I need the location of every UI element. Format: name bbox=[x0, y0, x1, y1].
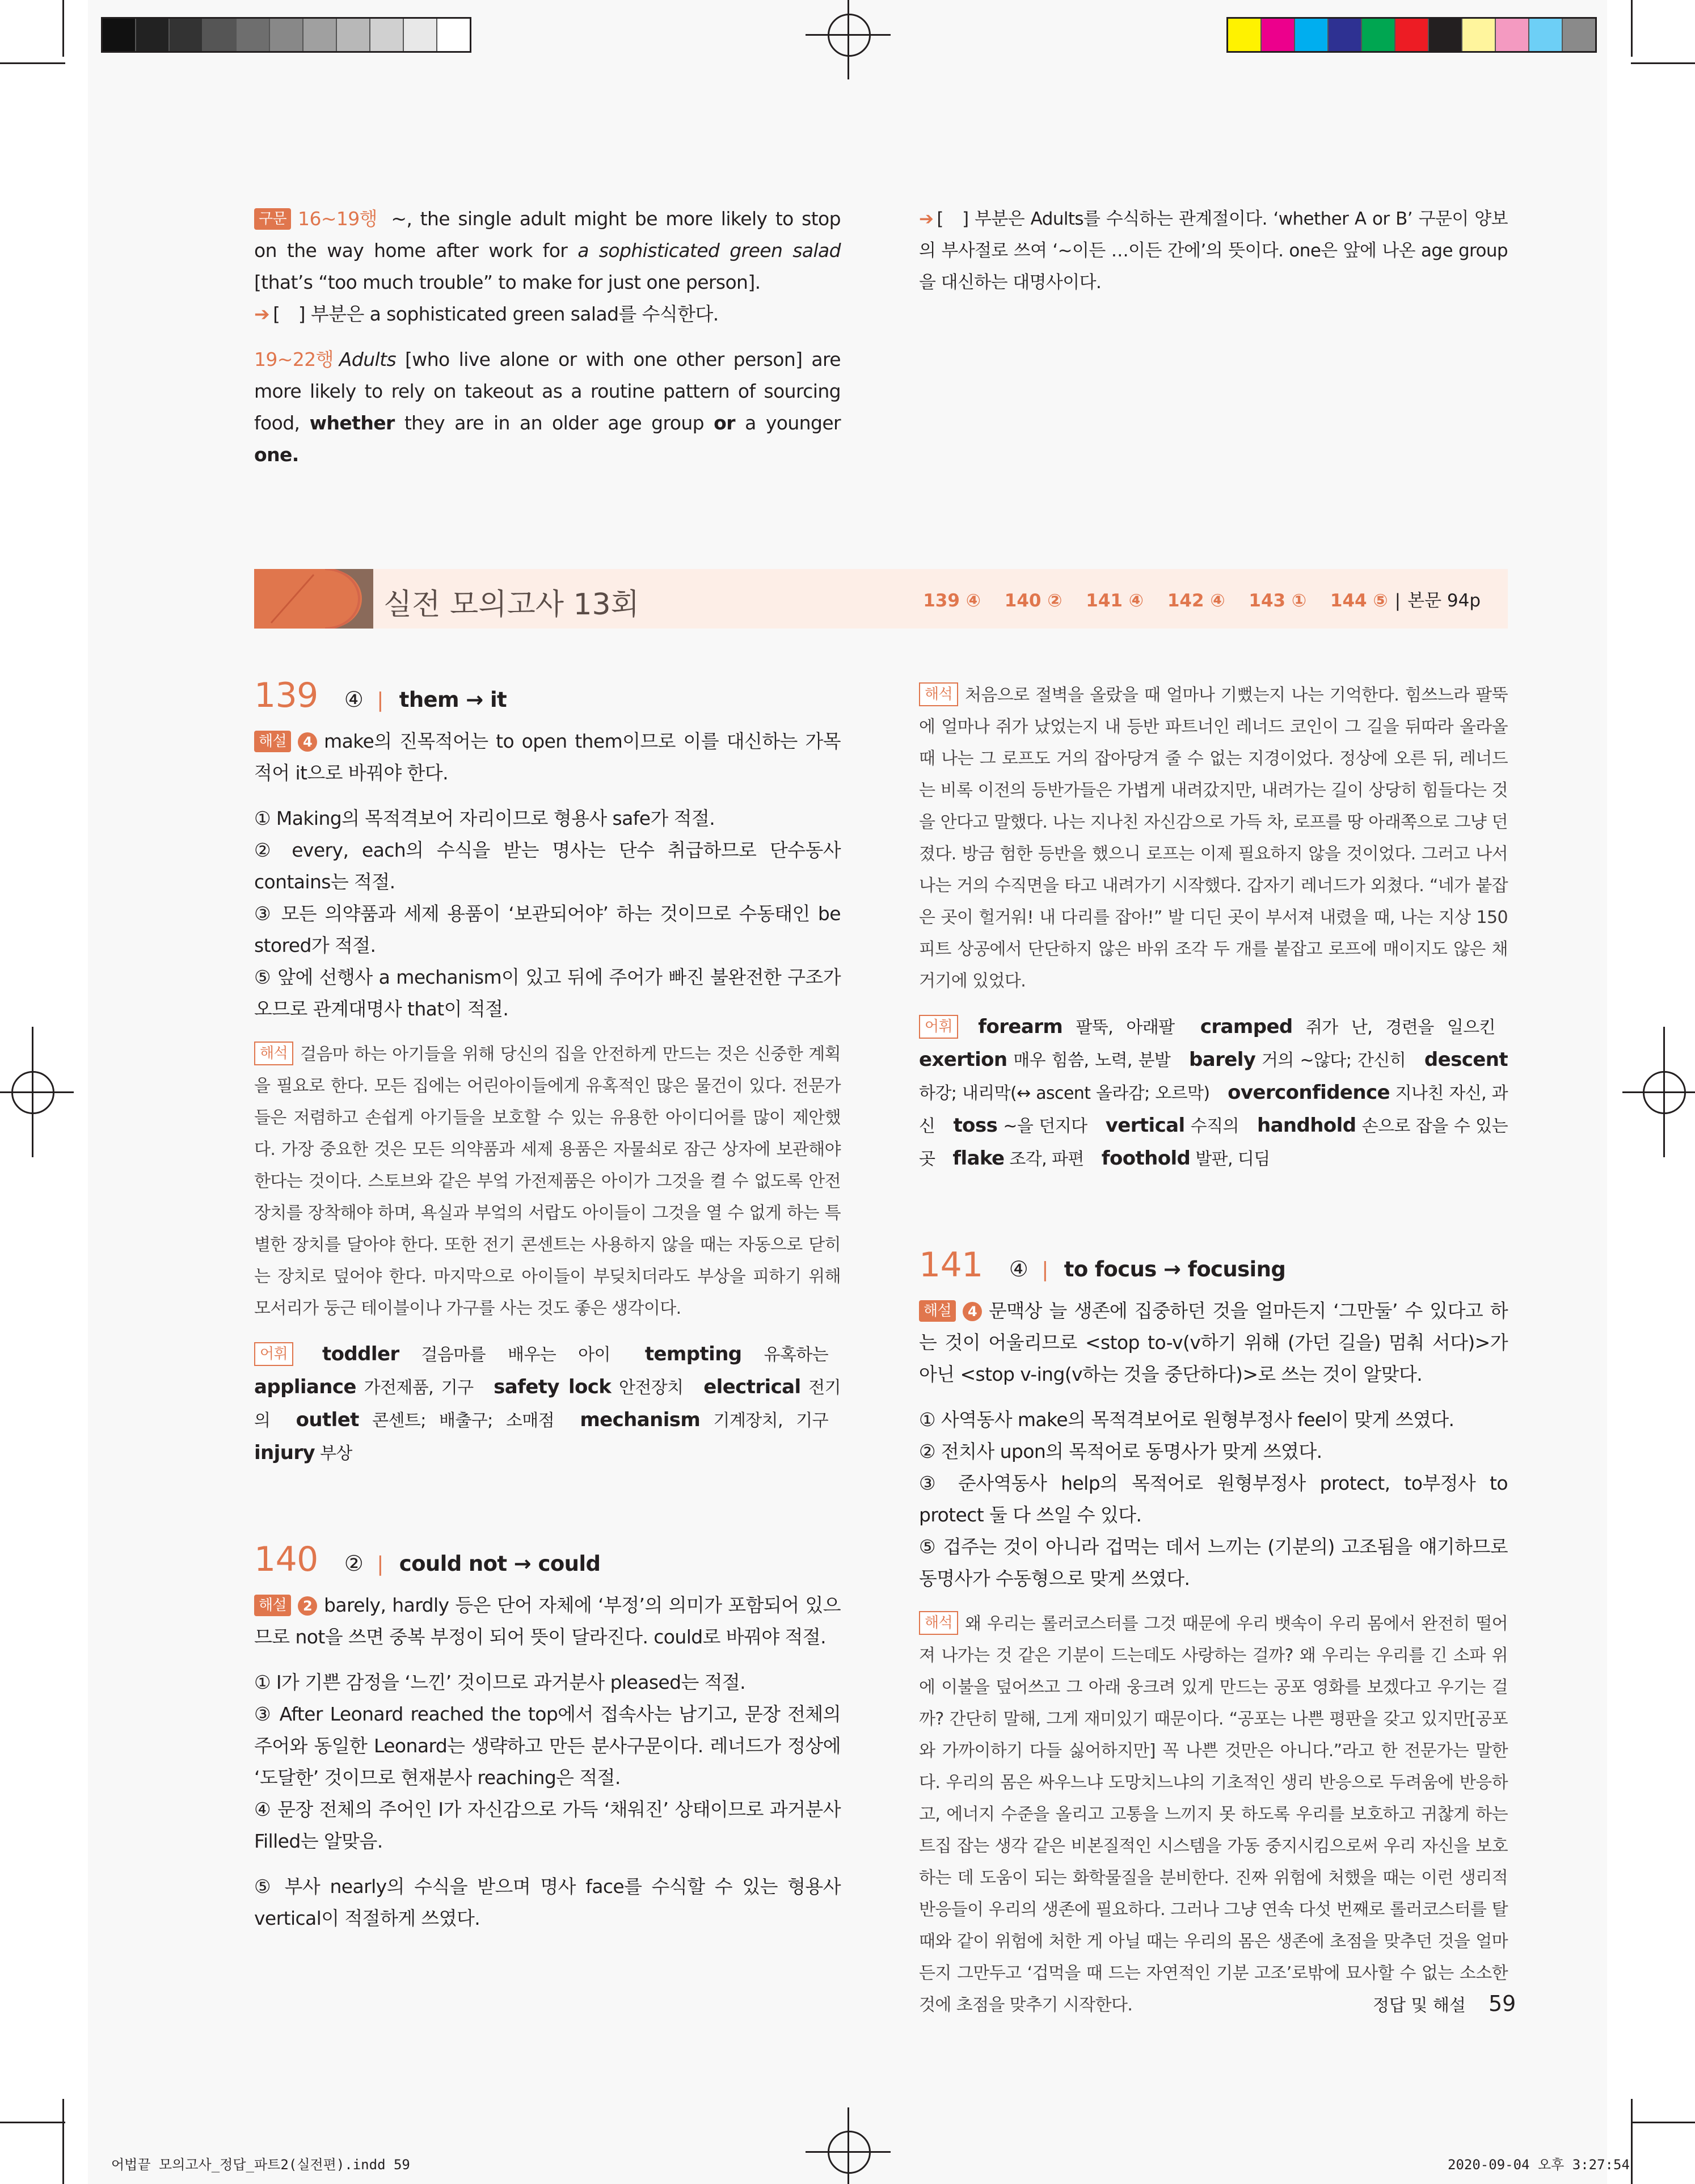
syntax-note-2 bbox=[254, 344, 841, 471]
test-banner bbox=[254, 569, 1508, 629]
process-color-bar bbox=[1226, 17, 1597, 53]
point-item: ③ After Leonard reached the top에서 접속사는 남기고, 문장 전체의 주어와 동일한 Leonard는 생략하고 만든 분사구문이다. 레너드가 정상에 ‘도달한’ 것이므로 현재분사 reaching은 적절. bbox=[254, 1703, 841, 1789]
answer-circle: 2 bbox=[298, 1596, 317, 1616]
vocab-word: injury bbox=[254, 1441, 315, 1464]
vocab-meaning: 매우 힘씀, 노력, 분발 bbox=[1013, 1051, 1171, 1070]
syntax-arrow-note bbox=[919, 203, 1508, 298]
vocab-word: mechanism bbox=[580, 1409, 701, 1431]
vocab-meaning: 콘센트; 배출구; 소매점 bbox=[372, 1411, 555, 1431]
arrow-icon: ➔ bbox=[919, 209, 934, 229]
line-ref: 16~19행 bbox=[298, 208, 377, 230]
vocab-meaning: 쥐가 난, 경련을 일으킨 bbox=[1305, 1018, 1496, 1038]
vocab-word: safety lock bbox=[494, 1376, 612, 1398]
syntax-text: they are in an older age group bbox=[394, 412, 714, 434]
syntax-text: ~, the single adult might be more likely to stop on the way home after work for bbox=[254, 208, 841, 262]
explanation bbox=[254, 1589, 841, 1653]
arrow-text: [ ] 부분은 Adults를 수식하는 관계절이다. ‘whether A or B’ 구문이 양보의 부사절로 쓰여 ‘~이든 …이든 간에’의 뜻이다. one은 앞에 나온 age group을 대신하는 대명사이다. bbox=[919, 209, 1508, 293]
vocab-tag: 어휘 bbox=[919, 1015, 958, 1039]
vocab-meaning: 지나친 자신, 과신 bbox=[919, 1083, 1508, 1136]
translation-tag: 해석 bbox=[254, 1042, 293, 1065]
arrow-text: [ ] 부분은 a sophisticated green salad를 수식한다. bbox=[273, 303, 719, 325]
vocab-meaning: 안전장치 bbox=[619, 1378, 684, 1398]
vocab-meaning: 하강; 내리막(↔ ascent 올라감; 오르막) bbox=[919, 1083, 1210, 1103]
vocab-entry bbox=[254, 1378, 473, 1398]
point-item: ① I가 기쁜 감정을 ‘느낀’ 것이므로 과거분사 pleased는 적절. bbox=[254, 1671, 746, 1693]
divider: | bbox=[377, 689, 383, 712]
vocab-entry bbox=[322, 1345, 610, 1365]
question-answer: ④ bbox=[1009, 1257, 1028, 1281]
question-answer: ② bbox=[344, 1551, 364, 1576]
explanation bbox=[919, 1295, 1508, 1390]
translation-text: 처음으로 절벽을 올랐을 때 얼마나 기뻤는지 나는 기억한다. 힘쓰느라 팔뚝에 얼마나 쥐가 났었는지 내 등반 파트너인 레너드 코인이 그 길을 뒤따라 올라올 때 나는 그 로프도 거의 잡아당겨 줄 수 없는 지경이었다. 정상에 오른 뒤, 레너드는 비록 이전의 등반가들은 가볍게 내려갔지만, 내려가는 길이 상당히 힘들다는 것을 안다고 말했다. 나는 지나친 자신감으로 가득 차, 로프를 땅 아래쪽으로 그냥 던졌다. 방금 험한 등반을 했으니 로프는 이제 필요하지 않을 것이었다. 그러고 나서 나는 거의 수직면을 타고 내려가기 시작했다. 갑자기 레너드가 외쳤다. “네가 붙잡은 곳이 헐거워! 내 다리를 잡아!” 발 디딘 곳이 부서져 내렸을 때, 나는 지상 150피트 상공에서 단단하지 않은 바위 조각 두 개를 붙잡고 로프에 매이지도 않은 채 거기에 있었다. bbox=[919, 685, 1508, 991]
explanation bbox=[254, 726, 841, 789]
vocab-entry bbox=[580, 1411, 828, 1431]
vocab-entry bbox=[296, 1411, 554, 1431]
grayscale-color-bar bbox=[101, 17, 471, 53]
translation bbox=[254, 1039, 841, 1325]
explanation-tag: 해설 bbox=[254, 1595, 291, 1616]
vocab-word: electrical bbox=[703, 1376, 801, 1398]
point-item: ② 전치사 upon의 목적어로 동명사가 맞게 쓰였다. bbox=[919, 1440, 1322, 1462]
vocab-word: overconfidence bbox=[1228, 1081, 1390, 1104]
page-number: 59 bbox=[1488, 1991, 1516, 2016]
syntax-text: [that’s “too much trouble” to make for just one person]. bbox=[254, 271, 761, 293]
point-item: ② every, each의 수식을 받는 명사는 단수 취급하므로 단수동사 contains는 적절. bbox=[254, 839, 841, 893]
question-correction: them → it bbox=[399, 688, 507, 712]
answer-list: 139 ④ 140 ② 141 ④ 142 ④ 143 ① 144 ⑤ bbox=[923, 591, 1388, 611]
point-item: ① 사역동사 make의 목적격보어로 원형부정사 feel이 맞게 쓰였다. bbox=[919, 1409, 1454, 1431]
vocab-word: cramped bbox=[1200, 1015, 1293, 1038]
page-reference: 본문 94p bbox=[1407, 591, 1481, 611]
question-number: 140 bbox=[254, 1540, 318, 1579]
vocab-word: exertion bbox=[919, 1048, 1007, 1071]
point-item: ⑤ 앞에 선행사 a mechanism이 있고 뒤에 주어가 빠진 불완전한 구조가 오므로 관계대명사 that이 적절. bbox=[254, 966, 841, 1020]
syntax-bold: or bbox=[714, 412, 735, 434]
question-number: 139 bbox=[254, 676, 318, 715]
syntax-tag: 구문 bbox=[254, 208, 291, 230]
vocab-word: barely bbox=[1189, 1048, 1256, 1071]
divider: | bbox=[377, 1553, 383, 1576]
file-slug: 어법끝 모의고사_정답_파트2(실전편).indd 59 bbox=[111, 2157, 410, 2173]
explanation-tag: 해설 bbox=[254, 731, 291, 752]
vocab-entry bbox=[1106, 1116, 1239, 1136]
page-footer bbox=[1373, 1991, 1516, 2016]
syntax-bold: whether bbox=[309, 412, 395, 434]
question-answer: ④ bbox=[344, 687, 364, 712]
vocab-meaning: 걸음마를 배우는 아이 bbox=[421, 1345, 610, 1365]
divider: | bbox=[1394, 591, 1401, 611]
vocab-meaning: ~을 던지다 bbox=[1003, 1116, 1087, 1136]
vocab-entry bbox=[952, 1149, 1084, 1169]
timestamp-slug: 2020-09-04 오후 3:27:54 bbox=[1448, 2157, 1630, 2173]
vocab-meaning: 유혹하는 bbox=[764, 1345, 829, 1365]
test-title: 실전 모의고사 13회 bbox=[383, 588, 639, 622]
vocab-word: foothold bbox=[1101, 1147, 1191, 1170]
vocab-word: appliance bbox=[254, 1376, 356, 1398]
vocab-entry bbox=[494, 1378, 683, 1398]
vocab-entry bbox=[254, 1441, 352, 1464]
vocab-word: tempting bbox=[644, 1343, 742, 1365]
vocab-entry bbox=[954, 1116, 1087, 1136]
vocab-word: descent bbox=[1424, 1048, 1508, 1071]
top-left-column bbox=[254, 203, 841, 471]
syntax-italic: a sophisticated green salad bbox=[577, 239, 841, 262]
vocab-entry bbox=[1200, 1015, 1496, 1038]
question-header-141 bbox=[919, 1245, 1508, 1286]
explanation-text: make의 진목적어는 to open them이므로 이를 대신하는 가목적어 it으로 바꿔야 한다. bbox=[254, 730, 841, 784]
vocab-meaning: 수직의 bbox=[1190, 1116, 1239, 1136]
point-item: ① Making의 목적격보어 자리이므로 형용사 safe가 적절. bbox=[254, 807, 715, 829]
vocab-word: handhold bbox=[1257, 1114, 1356, 1137]
question-number: 141 bbox=[919, 1245, 983, 1285]
vocab-word: toss bbox=[953, 1114, 998, 1137]
vocab-entry bbox=[1102, 1149, 1270, 1169]
question-header-140 bbox=[254, 1540, 841, 1580]
vocab-tag: 어휘 bbox=[254, 1342, 293, 1366]
explanation-tag: 해설 bbox=[919, 1300, 956, 1322]
vocab-word: forearm bbox=[978, 1015, 1063, 1038]
banner-logo-icon bbox=[254, 569, 373, 629]
answer-circle: 4 bbox=[963, 1302, 982, 1321]
point-item: ③ 모든 의약품과 세제 용품이 ‘보관되어야’ 하는 것이므로 수동태인 be stored가 적절. bbox=[254, 903, 841, 956]
explanation-text: barely, hardly 등은 단어 자체에 ‘부정’의 의미가 포함되어 있으므로 not을 쓰면 중복 부정이 되어 뜻이 달라진다. could로 바꿔야 적절. bbox=[254, 1594, 841, 1648]
point-item: ③ 준사역동사 help의 목적어로 원형부정사 protect, to부정사 to protect 둘 다 쓰일 수 있다. bbox=[919, 1472, 1508, 1526]
vocab-meaning: 팔뚝, 아래팔 bbox=[1076, 1018, 1175, 1038]
vocab-meaning: 가전제품, 기구 bbox=[364, 1378, 474, 1398]
vocab-entry bbox=[645, 1345, 828, 1365]
question-correction: could not → could bbox=[399, 1551, 601, 1576]
point-item: ⑤ 부사 nearly의 수식을 받으며 명사 face를 수식할 수 있는 형용사 vertical이 적절하게 쓰였다. bbox=[254, 1875, 841, 1929]
line-ref: 19~22행 bbox=[254, 348, 334, 370]
translation-text: 왜 우리는 롤러코스터를 그것 때문에 우리 뱃속이 우리 몸에서 완전히 떨어져 나가는 것 같은 기분이 드는데도 사랑하는 걸까? 왜 우리는 우리를 긴 소파 위에 이불을 덮어쓰고 그 아래 웅크려 있게 만드는 공포 영화를 보겠다고 우기는 걸까? 간단히 말해, 그게 재미있기 때문이다. “공포는 나쁜 평판을 갖고 있지만[공포와 가까이하기 다들 싫어하지만] 꼭 나쁜 것만은 아니다.”라고 한 전문가는 말한다. 우리의 몸은 싸우느냐 도망치느냐의 기초적인 생리 반응으로 두려움에 반응하고, 에너지 수준을 올리고 고통을 느끼지 못 하도록 우리를 보호하고 귀찮게 하는 트집 잡는 생각 같은 비본질적인 시스템을 가동 중지시킴으로써 우리 자신을 보호하는 데 도움이 되는 화학물질을 분비한다. 진짜 위험에 처했을 때는 이런 생리적 반응들이 우리의 생존에 필요하다. 그러나 그냥 연속 다섯 번째로 롤러코스터를 탈 때와 같이 위험에 처한 게 아닐 때는 우리의 몸은 생존에 초점을 맞추던 것을 얼마든지 그만두고 ‘겁먹을 때 드는 자연적인 기분 고조’로밖에 묘사할 수 없는 소소한 것에 초점을 맞추기 시작한다. bbox=[919, 1614, 1508, 2015]
syntax-italic: Adults bbox=[339, 348, 397, 370]
vocab-meaning: 거의 ~않다; 간신히 bbox=[1262, 1051, 1406, 1070]
top-right-column bbox=[919, 203, 1508, 298]
vocab-meaning: 조각, 파편 bbox=[1009, 1149, 1084, 1169]
right-column bbox=[919, 680, 1508, 2021]
vocab-word: vertical bbox=[1105, 1114, 1185, 1137]
vocab-meaning: 손으로 잡을 수 있는 곳 bbox=[919, 1116, 1508, 1169]
arrow-icon: ➔ bbox=[254, 303, 270, 325]
question-header-139 bbox=[254, 676, 841, 716]
vocab-meaning: 발판, 디딤 bbox=[1195, 1149, 1270, 1169]
vocab-meaning: 전기의 bbox=[254, 1378, 841, 1431]
question-correction: to focus → focusing bbox=[1064, 1257, 1286, 1281]
vocab-word: outlet bbox=[296, 1409, 359, 1431]
vocab-meaning: 부상 bbox=[320, 1444, 352, 1464]
vocab-meaning: 기계장치, 기구 bbox=[713, 1411, 829, 1431]
point-item: ⑤ 겁주는 것이 아니라 겁먹는 데서 느끼는 (기분의) 고조됨을 얘기하므로 동명사가 수동형으로 맞게 쓰였다. bbox=[919, 1536, 1508, 1589]
syntax-text: a younger bbox=[735, 412, 841, 434]
vocabulary bbox=[254, 1338, 841, 1470]
point-item: ④ 문장 전체의 주어인 I가 자신감으로 가득 ‘채워진’ 상태이므로 과거분사 Filled는 알맞음. bbox=[254, 1798, 841, 1852]
left-column bbox=[254, 676, 841, 1934]
answer-key bbox=[923, 586, 1481, 612]
translation bbox=[919, 680, 1508, 997]
translation-tag: 해석 bbox=[919, 682, 958, 706]
footer-label: 정답 및 해설 bbox=[1373, 1996, 1466, 2016]
vocab-word: flake bbox=[952, 1147, 1005, 1170]
translation bbox=[919, 1608, 1508, 2021]
answer-circle: 4 bbox=[298, 732, 317, 752]
translation-tag: 해석 bbox=[919, 1611, 958, 1635]
vocabulary bbox=[919, 1011, 1508, 1175]
syntax-arrow-note bbox=[254, 298, 841, 330]
explanation-text: 문맥상 늘 생존에 집중하던 것을 얼마든지 ‘그만둘’ 수 있다고 하는 것이 어울리므로 <stop to-v(v하기 위해 (가던 길을) 멈춰 서다)>가 아닌 <stop v-ing(v하는 것을 중단하다)>로 쓰는 것이 알맞다. bbox=[919, 1300, 1508, 1385]
vocab-entry bbox=[1189, 1048, 1406, 1071]
syntax-text: [who live alone or with one other person] are more likely to rely on takeout as a routine pattern of sourcing food, bbox=[254, 348, 841, 434]
syntax-bold: one. bbox=[254, 444, 299, 466]
vocab-entry bbox=[978, 1015, 1175, 1038]
vocab-word: toddler bbox=[322, 1343, 399, 1365]
vocab-entry bbox=[919, 1048, 1171, 1071]
divider: | bbox=[1042, 1258, 1048, 1281]
syntax-note-1 bbox=[254, 203, 841, 298]
translation-text: 걸음마 하는 아기들을 위해 당신의 집을 안전하게 만드는 것은 신중한 계획을 필요로 한다. 모든 집에는 어린아이들에게 유혹적인 많은 물건이 있다. 전문가들은 저렴하고 손쉽게 아기들을 보호할 수 있는 유용한 아이디어를 많이 제안했다. 가장 중요한 것은 모든 의약품과 세제 용품은 자물쇠로 잠근 상자에 보관해야 한다는 것이다. 스토브와 같은 부엌 가전제품은 아이가 그것을 켤 수 없도록 안전장치를 장착해야 하며, 욕실과 부엌의 서랍도 아이들이 그것을 열 수 없게 하는 특별한 장치를 달아야 한다. 또한 전기 콘센트는 사용하지 않을 때는 자동으로 닫히는 장치로 덮어야 한다. 마지막으로 아이들이 부딪치더라도 부상을 피하기 위해 모서리가 둥근 테이블이나 가구를 사는 것도 좋은 생각이다. bbox=[254, 1044, 841, 1318]
